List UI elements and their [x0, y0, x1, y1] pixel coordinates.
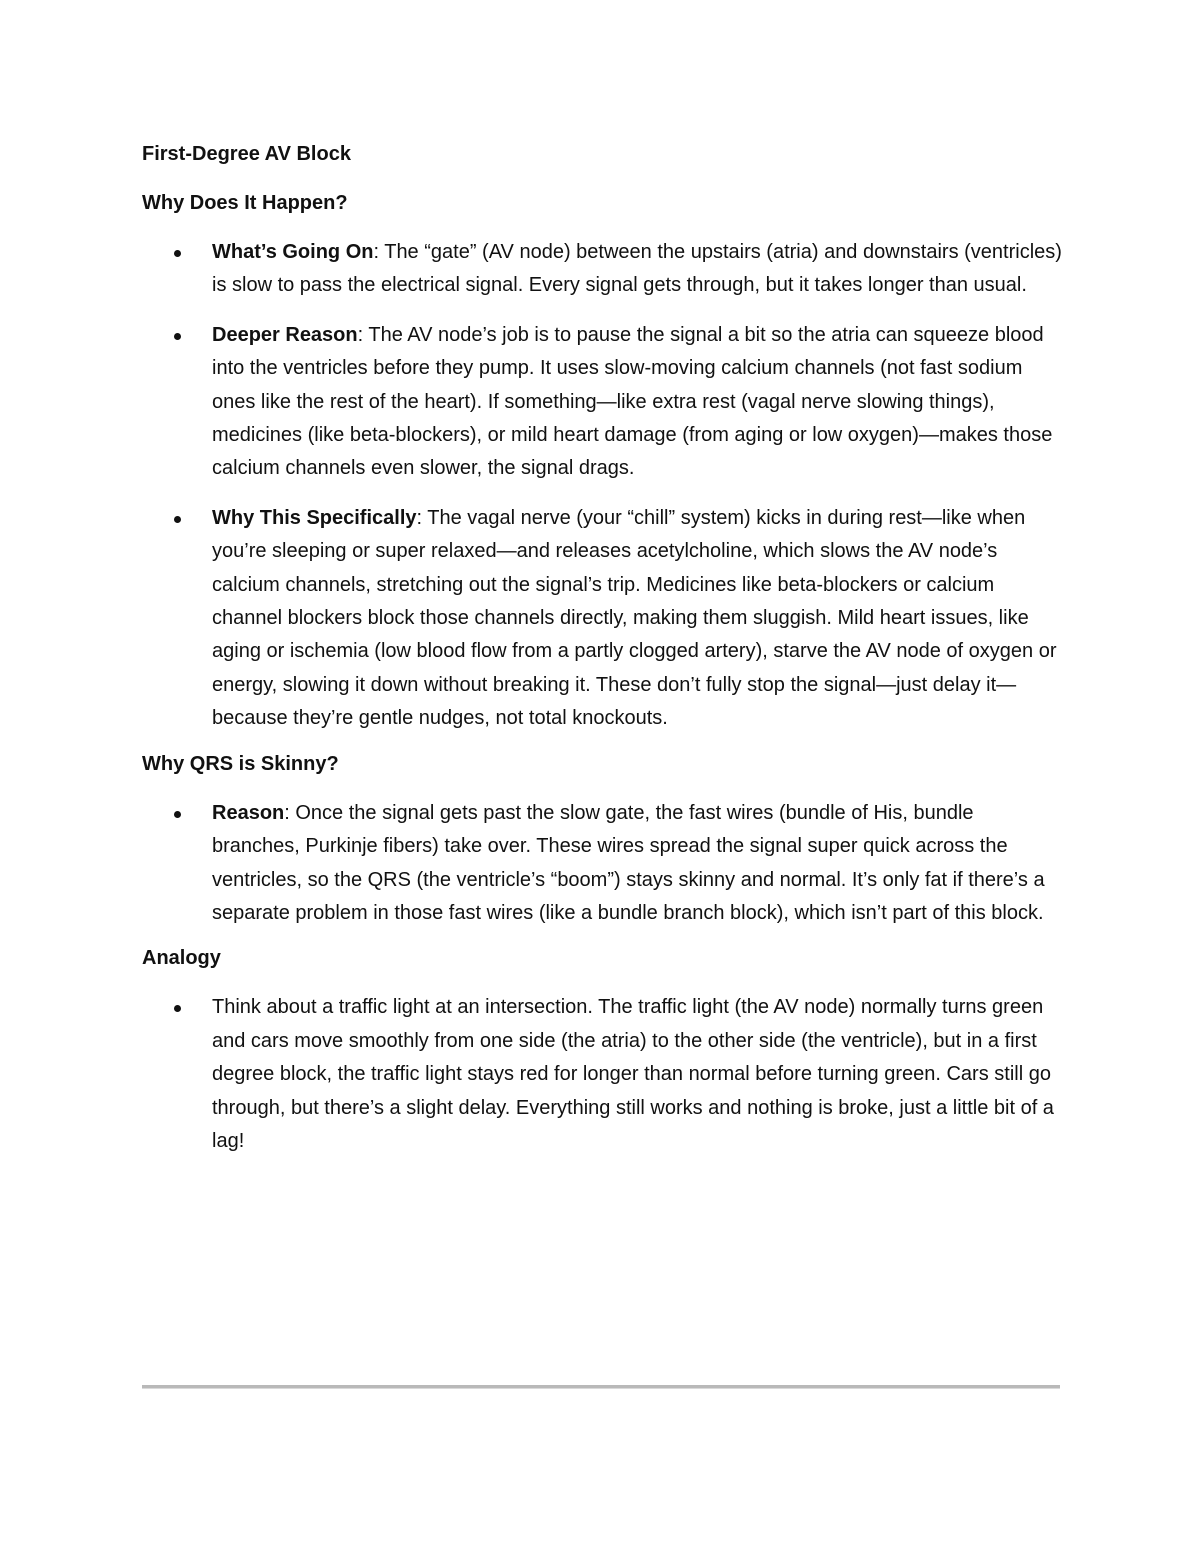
document-title: First-Degree AV Block: [142, 143, 351, 165]
list-item-lead: Deeper Reason: [212, 323, 358, 346]
list-item-lead: Why This Specifically: [212, 506, 417, 529]
list-item-why-this-specifically: [142, 502, 1062, 736]
document-page: [142, 138, 1062, 1158]
list-item-text: : The vagal nerve (your “chill” system) kicks in during rest—like when you’re sleeping or super relaxed—and releases acetylcholine, which slows the AV node’s calcium channels, stretching out the signal’s trip. Medicines like beta-blockers or calcium channel blockers block those channels directly, making them sluggish. Mild heart issues, like aging or ischemia (low blood flow from a partly clogged artery), starve the AV node of oxygen or energy, slowing it down without breaking it. These don’t fully stop the signal—just delay it—because they’re gentle nudges, not total knockouts.: [212, 506, 1057, 730]
bullet-icon: [174, 250, 181, 257]
list-item-lead: What’s Going On: [212, 241, 374, 263]
list-item-text: : The AV node’s job is to pause the signal a bit so the atria can squeeze blood into the ventricles before they pump. It uses slow-moving calcium channels (not fast sodium ones like the rest of the heart). If something—like extra rest (vagal nerve slowing things), medicines (like beta-blockers), or mild heart damage (from aging or low oxygen)—makes those calcium channels even slower, the signal drags.: [212, 323, 1053, 480]
analogy-list: [142, 991, 1062, 1158]
list-item-text: Think about a traffic light at an intersection. The traffic light (the AV node) normally turns green and cars move smoothly from one side (the atria) to the other side (the ventricle), but in a first degree block, the traffic light stays red for longer than normal before turning green. Cars still go through, but there’s a slight delay. Everything still works and nothing is broke, just a little bit of a lag!: [212, 996, 1054, 1152]
section-heading-why-qrs: Why QRS is Skinny?: [142, 752, 339, 775]
bullet-icon: [174, 333, 181, 340]
list-item-analogy: [142, 991, 1062, 1158]
section-heading-analogy: Analogy: [142, 947, 221, 970]
list-item-lead: Reason: [212, 801, 285, 824]
list-item-whats-going-on: [142, 236, 1062, 303]
why-qrs-list: [142, 797, 1062, 931]
section-heading-why-happen: Why Does It Happen?: [142, 192, 348, 214]
bullet-icon: [174, 516, 181, 523]
list-item-reason: [142, 797, 1062, 931]
list-item-deeper-reason: [142, 319, 1062, 486]
bullet-icon: [174, 811, 181, 818]
horizontal-divider: [142, 1385, 1060, 1389]
list-item-text: : Once the signal gets past the slow gate, the fast wires (bundle of His, bundle branches, Purkinje fibers) take over. These wires spread the signal super quick across the ventricles, so the QRS (the ventricle’s “boom”) stays skinny and normal. It’s only fat if there’s a separate problem in those fast wires (like a bundle branch block), which isn’t part of this block.: [212, 801, 1045, 924]
bullet-icon: [174, 1005, 181, 1012]
why-happen-list: [142, 236, 1062, 736]
list-item-text: : The “gate” (AV node) between the upstairs (atria) and downstairs (ventricles) is slow to pass the electrical signal. Every signal gets through, but it takes longer than usual.: [212, 241, 1062, 297]
